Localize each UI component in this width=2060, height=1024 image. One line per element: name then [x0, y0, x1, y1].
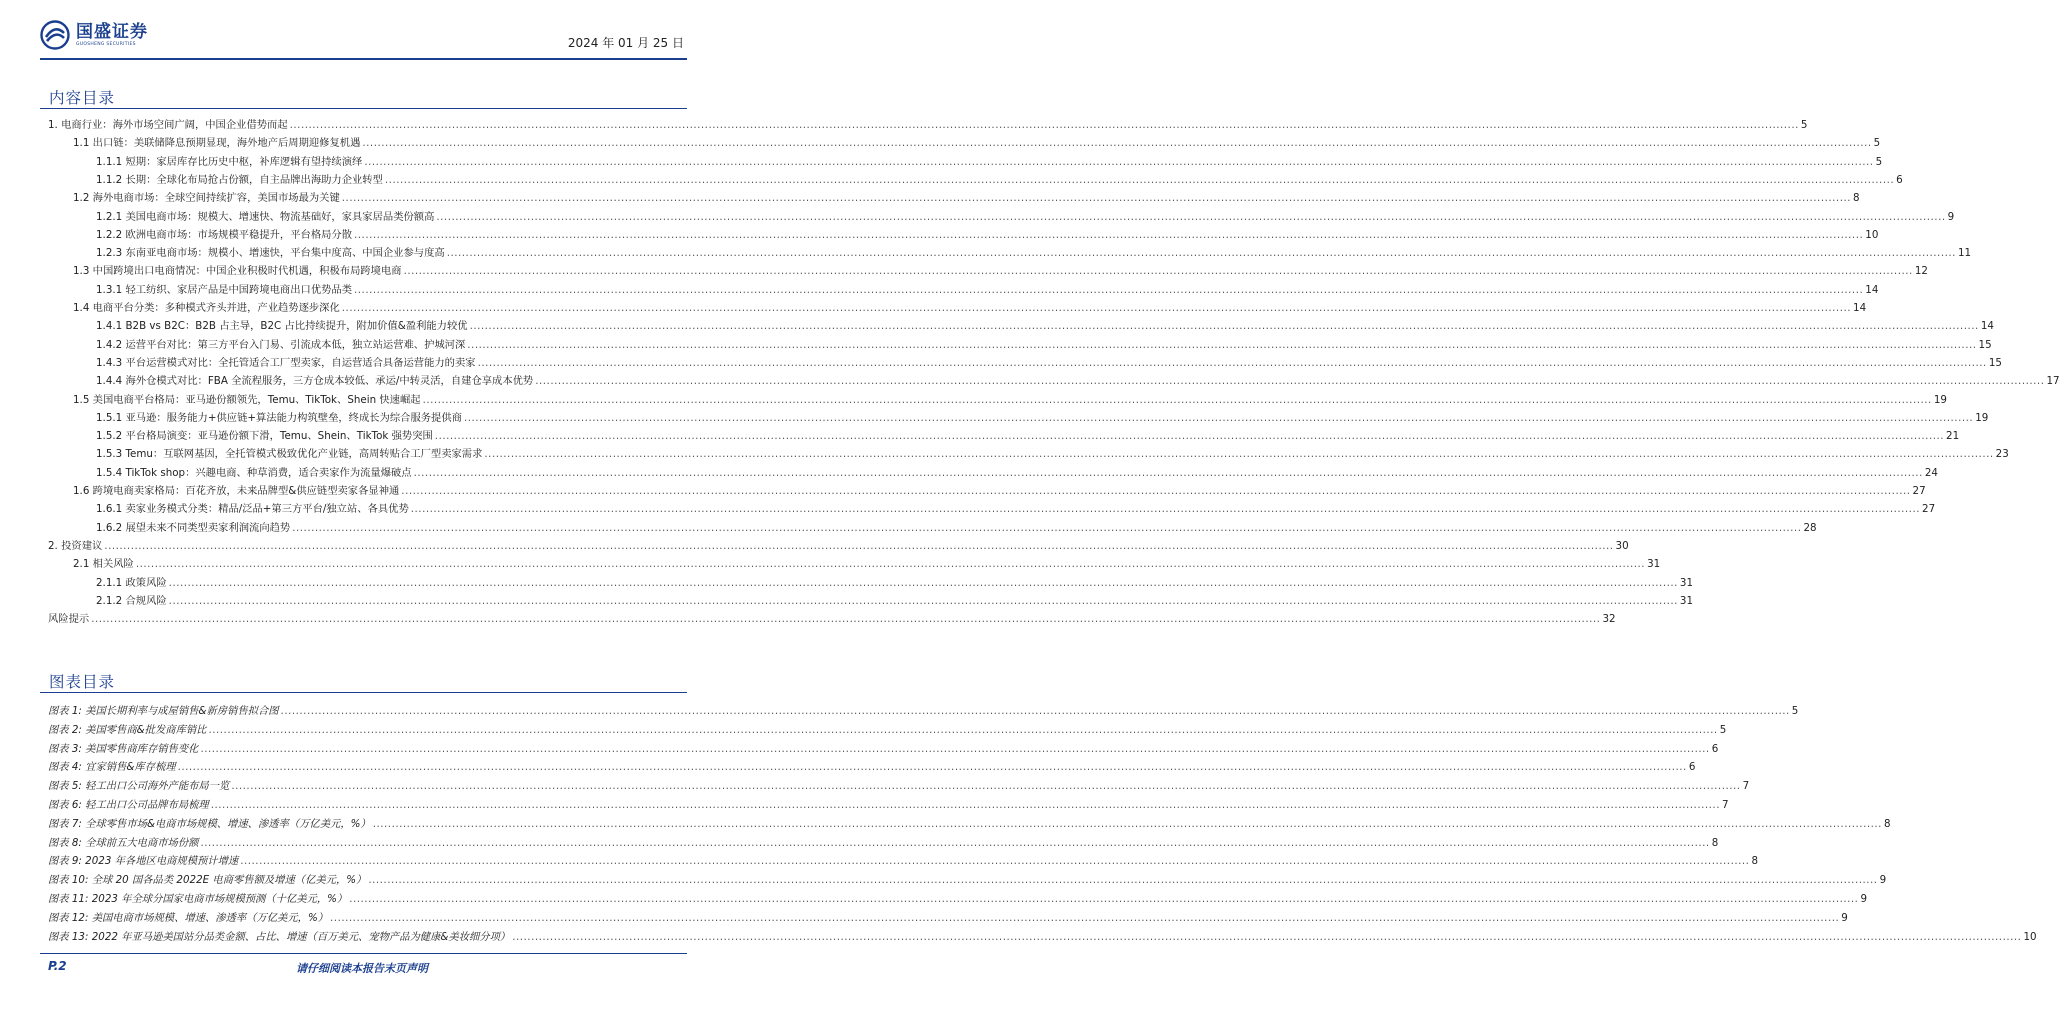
toc-entry-leader: ................................................................................................................................................................................................................................................................................................................................................................................................................ — [446, 247, 1956, 260]
toc-entry[interactable] — [96, 354, 2002, 372]
toc-entry-page: 9 — [1947, 210, 1955, 223]
toc-entry-title: 1.2.1 美国电商市场：规模大、增速快、物流基础好，家具家居品类份额高 — [96, 210, 435, 223]
figure-entry-page: 5 — [1719, 723, 1727, 736]
figure-entry-page: 5 — [1791, 705, 1799, 717]
figure-entry[interactable] — [48, 890, 1868, 908]
toc-entry-page: 6 — [1896, 173, 1903, 186]
toc-entry-leader: ................................................................................................................................................................................................................................................................................................................................................................................................................ — [168, 594, 1678, 607]
toc-entry-leader: ................................................................................................................................................................................................................................................................................................................................................................................................................ — [292, 521, 1802, 534]
toc-entry-page: 14 — [1865, 283, 1879, 296]
toc-entry-leader: ................................................................................................................................................................................................................................................................................................................................................................................................................ — [91, 613, 1601, 626]
toc-entry-leader: ................................................................................................................................................................................................................................................................................................................................................................................................................ — [354, 283, 1864, 296]
figure-entry-page: 7 — [1742, 780, 1750, 793]
figure-entry-leader: ................................................................................................................................................................................................................................................................................................................................................................................................................ — [210, 799, 1720, 811]
toc-entry-page: 17 — [2046, 375, 2060, 388]
toc-entry[interactable] — [96, 171, 1903, 189]
toc-entry[interactable] — [96, 226, 1879, 244]
toc-entry-leader: ................................................................................................................................................................................................................................................................................................................................................................................................................ — [341, 192, 1852, 205]
toc-entry-leader: ................................................................................................................................................................................................................................................................................................................................................................................................................ — [469, 320, 1979, 333]
figure-entry[interactable] — [48, 702, 1799, 720]
figure-entry-page: 9 — [1879, 874, 1887, 887]
figure-entry[interactable] — [48, 777, 1750, 795]
toc-entry[interactable] — [96, 372, 2060, 390]
toc-entry[interactable] — [48, 610, 1616, 628]
toc-entry-page: 27 — [1912, 485, 1926, 497]
toc-entry-title: 1.5.3 Temu：互联网基因，全托管模式极致优化产业链，高周转贴合工厂型卖家需求 — [96, 448, 483, 461]
toc-entry-leader: ................................................................................................................................................................................................................................................................................................................................................................................................................ — [104, 539, 1614, 552]
toc-entry-leader: ................................................................................................................................................................................................................................................................................................................................................................................................................ — [354, 228, 1864, 241]
brand-logo — [40, 20, 148, 50]
toc-entry-page: 11 — [1957, 247, 1972, 260]
toc-entry-title: 2.1.1 政策风险 — [96, 576, 167, 589]
toc-entry-title: 1.2 海外电商市场：全球空间持续扩容，美国市场最为关键 — [73, 192, 340, 205]
figure-entry-page: 8 — [1751, 855, 1759, 868]
toc-entry-title: 1.5.1 亚马逊：服务能力+供应链+算法能力构筑壁垒，终成长为综合服务提供商 — [96, 411, 462, 424]
figure-entry-title: 图表 12: 美国电商市场规模、增速、渗透率（万亿美元，%） — [48, 911, 329, 924]
figure-entry[interactable] — [48, 721, 1727, 739]
figure-entry-title: 图表 10: 全球 20 国各品类 2022E 电商零售额及增速（亿美元，%） — [48, 874, 367, 887]
toc-entry[interactable] — [48, 537, 1629, 555]
toc-entry-leader: ................................................................................................................................................................................................................................................................................................................................................................................................................ — [410, 503, 1921, 516]
toc-entry-page: 28 — [1803, 521, 1817, 534]
toc-entry-leader: ................................................................................................................................................................................................................................................................................................................................................................................................................ — [535, 375, 2045, 388]
figure-entry-leader: ................................................................................................................................................................................................................................................................................................................................................................................................................ — [372, 817, 1882, 830]
logo-name: 国盛证券 — [76, 22, 148, 42]
figure-entry-page: 8 — [1711, 836, 1719, 849]
toc-entry-leader: ................................................................................................................................................................................................................................................................................................................................................................................................................ — [467, 338, 1977, 351]
toc-entry[interactable] — [96, 592, 1694, 610]
figure-entry[interactable] — [48, 815, 1891, 833]
toc-entry-title: 1.2.2 欧洲电商市场：市场规模平稳提升，平台格局分散 — [96, 228, 353, 241]
report-date: 2024 年 01 月 25 日 — [567, 36, 684, 50]
figure-entry-leader: ................................................................................................................................................................................................................................................................................................................................................................................................................ — [177, 761, 1687, 774]
toc-entry-title: 1.5.4 TikTok shop：兴趣电商、种草消费，适合卖家作为流量爆破点 — [96, 466, 412, 479]
page-header — [0, 0, 724, 60]
toc-entry-leader: ................................................................................................................................................................................................................................................................................................................................................................................................................ — [384, 173, 1895, 186]
toc-entry-leader: ................................................................................................................................................................................................................................................................................................................................................................................................................ — [341, 302, 1852, 314]
figure-entry-page: 9 — [1860, 893, 1868, 905]
toc-entry-leader: ................................................................................................................................................................................................................................................................................................................................................................................................................ — [463, 411, 1974, 424]
toc-entry-title: 1.5 美国电商平台格局：亚马逊份额领先，Temu、TikTok、Shein 快速崛起 — [73, 393, 421, 406]
figure-entry[interactable] — [48, 758, 1696, 776]
toc-entry-title: 1.1.1 短期：家居库存比历史中枢，补库逻辑有望持续演绎 — [96, 155, 363, 168]
toc-entry-page: 23 — [1995, 448, 2009, 461]
toc-entry-leader: ................................................................................................................................................................................................................................................................................................................................................................................................................ — [401, 485, 1911, 497]
figure-entry[interactable] — [48, 834, 1719, 852]
toc-entry-page: 5 — [1875, 155, 1883, 168]
toc-entry-page: 24 — [1924, 466, 1938, 479]
toc-entry-leader: ................................................................................................................................................................................................................................................................................................................................................................................................................ — [289, 119, 1799, 131]
toc-entry[interactable] — [96, 500, 1936, 518]
page-number: P.2 — [48, 959, 67, 973]
toc-entry-leader: ................................................................................................................................................................................................................................................................................................................................................................................................................ — [364, 155, 1874, 168]
figure-entry-leader: ................................................................................................................................................................................................................................................................................................................................................................................................................ — [240, 855, 1750, 868]
figure-entry-title: 图表 2: 美国零售商&批发商库销比 — [48, 723, 207, 736]
toc-entry-title: 2.1 相关风险 — [73, 558, 134, 571]
toc-entry-title: 1.6 跨境电商卖家格局：百花齐放，未来品牌型&供应链型卖家各显神通 — [73, 485, 400, 497]
toc-entry-title: 1.1.2 长期：全球化布局抢占份额，自主品牌出海助力企业转型 — [96, 173, 383, 186]
figure-entry[interactable] — [48, 909, 1848, 927]
figure-entry-leader: ................................................................................................................................................................................................................................................................................................................................................................................................................ — [200, 836, 1710, 849]
figure-entry-title: 图表 5: 轻工出口公司海外产能布局一览 — [48, 780, 230, 793]
footer-disclaimer: 请仔细阅读本报告末页声明 — [296, 962, 428, 975]
toc-entry[interactable] — [73, 482, 1926, 500]
toc-entry-page: 19 — [1975, 411, 1989, 424]
toc-entry-title: 1.1 出口链：美联储降息预期显现，海外地产后周期迎修复机遇 — [73, 137, 361, 150]
figure-entry-title: 图表 1: 美国长期利率与成屋销售&新房销售拟合图 — [48, 705, 279, 717]
toc-entry-title: 2. 投资建议 — [48, 539, 103, 552]
toc-entry-leader: ................................................................................................................................................................................................................................................................................................................................................................................................................ — [434, 430, 1945, 443]
toc-entry-title: 1.4.2 运营平台对比：第三方平台入门易、引流成本低，独立站运营难、护城河深 — [96, 338, 466, 351]
figure-entry[interactable] — [48, 740, 1719, 758]
toc-entry-title: 风险提示 — [48, 613, 90, 626]
toc-entry-page: 27 — [1922, 503, 1936, 516]
toc-entry-title: 1.6.2 展望未来不同类型卖家利润流向趋势 — [96, 521, 291, 534]
toc-entry-title: 1.3.1 轻工纺织、家居产品是中国跨境电商出口优势品类 — [96, 283, 353, 296]
toc-entry-page: 31 — [1679, 594, 1694, 607]
toc-entry-page: 15 — [1978, 338, 1992, 351]
toc-entry-leader: ................................................................................................................................................................................................................................................................................................................................................................................................................ — [135, 558, 1646, 571]
toc-entry-page: 21 — [1946, 430, 1960, 443]
toc-entry-title: 1.4 电商平台分类：多种模式齐头并进，产业趋势逐步深化 — [73, 302, 340, 314]
toc-entry-page: 31 — [1647, 558, 1661, 571]
figures-title-divider — [40, 692, 687, 693]
header-divider — [40, 58, 687, 60]
toc-entry[interactable] — [73, 262, 1928, 280]
toc-entry-page: 15 — [1988, 356, 2002, 369]
toc-entry[interactable] — [73, 391, 1947, 409]
footer-divider — [40, 953, 687, 954]
figure-entry-leader: ................................................................................................................................................................................................................................................................................................................................................................................................................ — [368, 874, 1878, 887]
toc-entry-title: 1. 电商行业：海外市场空间广阔，中国企业借势而起 — [48, 119, 288, 131]
toc-entry[interactable] — [96, 336, 1992, 354]
toc-entry-page: 14 — [1980, 320, 1994, 333]
figure-entry-page: 7 — [1721, 799, 1729, 811]
figure-entry-page: 6 — [1711, 742, 1719, 755]
toc-entry-page: 31 — [1679, 576, 1694, 589]
toc-entry-title: 1.4.3 平台运营模式对比：全托管适合工厂型卖家，自运营适合具备运营能力的卖家 — [96, 356, 476, 369]
figure-entry-page: 6 — [1688, 761, 1696, 774]
toc-entry-title: 1.2.3 东南亚电商市场：规模小、增速快，平台集中度高、中国企业参与度高 — [96, 247, 445, 260]
toc-title: 内容目录 — [49, 89, 116, 107]
toc-entry[interactable] — [73, 189, 1860, 207]
toc-entry-title: 1.6.1 卖家业务模式分类：精品/泛品+第三方平台/独立站、各具优势 — [96, 503, 409, 516]
toc-entry[interactable] — [96, 153, 1883, 171]
toc-entry[interactable] — [96, 464, 1938, 482]
toc-entry-leader: ................................................................................................................................................................................................................................................................................................................................................................................................................ — [403, 265, 1913, 278]
toc-entry[interactable] — [96, 427, 1960, 445]
toc-entry-page: 14 — [1853, 302, 1867, 314]
figure-entry[interactable] — [48, 796, 1729, 814]
toc-entry[interactable] — [96, 574, 1694, 592]
figure-entry-title: 图表 6: 轻工出口公司品牌布局梳理 — [48, 799, 209, 811]
toc-entry[interactable] — [96, 519, 1817, 537]
figure-entry-leader: ................................................................................................................................................................................................................................................................................................................................................................................................................ — [330, 911, 1840, 924]
toc-entry-title: 2.1.2 合规风险 — [96, 594, 167, 607]
figure-entry-page: 10 — [2023, 930, 2037, 943]
toc-entry[interactable] — [96, 317, 1994, 335]
toc-entry[interactable] — [73, 134, 1881, 152]
figure-entry-leader: ................................................................................................................................................................................................................................................................................................................................................................................................................ — [349, 893, 1859, 905]
toc-entry[interactable] — [96, 409, 1989, 427]
figure-entry-title: 图表 3: 美国零售商库存销售变化 — [48, 742, 199, 755]
toc-entry-page: 30 — [1615, 539, 1629, 552]
figure-entry-leader: ................................................................................................................................................................................................................................................................................................................................................................................................................ — [200, 742, 1710, 755]
toc-entry-page: 12 — [1914, 265, 1928, 278]
figure-entry-leader: ................................................................................................................................................................................................................................................................................................................................................................................................................ — [208, 723, 1718, 736]
toc-entry-page: 5 — [1873, 137, 1881, 150]
figure-entry-title: 图表 11: 2023 年全球分国家电商市场规模预测（十亿美元，%） — [48, 893, 348, 905]
figure-entry-leader: ................................................................................................................................................................................................................................................................................................................................................................................................................ — [231, 780, 1741, 793]
toc-entry-leader: ................................................................................................................................................................................................................................................................................................................................................................................................................ — [413, 466, 1923, 479]
figure-entry-leader: ................................................................................................................................................................................................................................................................................................................................................................................................................ — [280, 705, 1790, 717]
figure-entry-title: 图表 8: 全球前五大电商市场份额 — [48, 836, 199, 849]
logo-english-name: GUOSHENG SECURITIES — [76, 42, 136, 47]
toc-entry-title: 1.4.1 B2B vs B2C：B2B 占主导，B2C 占比持续提升，附加价值&盈利能力较优 — [96, 320, 468, 333]
toc-entry-page: 32 — [1602, 613, 1616, 626]
toc-entry[interactable] — [96, 281, 1879, 299]
toc-entry[interactable] — [73, 555, 1661, 573]
toc-entry-page: 10 — [1865, 228, 1879, 241]
toc-title-divider — [40, 108, 687, 109]
toc-entry[interactable] — [48, 116, 1808, 134]
figure-entry-title: 图表 7: 全球零售市场&电商市场规模、增速、渗透率（万亿美元，%） — [48, 817, 371, 830]
figure-entry[interactable] — [48, 871, 1887, 889]
toc-entry-leader: ................................................................................................................................................................................................................................................................................................................................................................................................................ — [422, 393, 1932, 406]
figure-entry[interactable] — [48, 852, 1759, 870]
figures-title: 图表目录 — [49, 673, 116, 691]
figure-entry-page: 8 — [1883, 817, 1891, 830]
figure-entry-page: 9 — [1841, 911, 1848, 924]
toc-entry-page: 8 — [1853, 192, 1860, 205]
toc-entry-page: 5 — [1800, 119, 1808, 131]
figure-entry-title: 图表 9: 2023 年各地区电商规模预计增速 — [48, 855, 239, 868]
toc-entry-title: 1.4.4 海外仓模式对比：FBA 全流程服务，三方仓成本较低、承运/中转灵活，自建仓享成本优势 — [96, 375, 534, 388]
figure-entry-leader: ................................................................................................................................................................................................................................................................................................................................................................................................................ — [512, 930, 2022, 943]
toc-entry[interactable] — [96, 244, 1972, 262]
toc-entry[interactable] — [96, 445, 2009, 463]
toc-entry-leader: ................................................................................................................................................................................................................................................................................................................................................................................................................ — [168, 576, 1678, 589]
toc-entry-leader: ................................................................................................................................................................................................................................................................................................................................................................................................................ — [436, 210, 1946, 223]
figure-entry[interactable] — [48, 928, 2037, 946]
toc-entry-title: 1.3 中国跨境出口电商情况：中国企业积极时代机遇，积极布局跨境电商 — [73, 265, 402, 278]
toc-entry[interactable] — [73, 299, 1867, 317]
toc-entry-leader: ................................................................................................................................................................................................................................................................................................................................................................................................................ — [477, 356, 1987, 369]
toc-entry-leader: ................................................................................................................................................................................................................................................................................................................................................................................................................ — [484, 448, 1994, 461]
figure-entry-title: 图表 13: 2022 年亚马逊美国站分品类金额、占比、增速（百万美元、宠物产品为健康&美妆细分项） — [48, 930, 511, 943]
toc-entry-title: 1.5.2 平台格局演变：亚马逊份额下滑，Temu、Shein、TikTok 强势突围 — [96, 430, 433, 443]
toc-entry-page: 19 — [1933, 393, 1947, 406]
figure-entry-title: 图表 4: 宜家销售&库存梳理 — [48, 761, 176, 774]
guosheng-logo-icon — [40, 20, 70, 50]
toc-entry-leader: ................................................................................................................................................................................................................................................................................................................................................................................................................ — [362, 137, 1872, 150]
toc-entry[interactable] — [96, 208, 1955, 226]
